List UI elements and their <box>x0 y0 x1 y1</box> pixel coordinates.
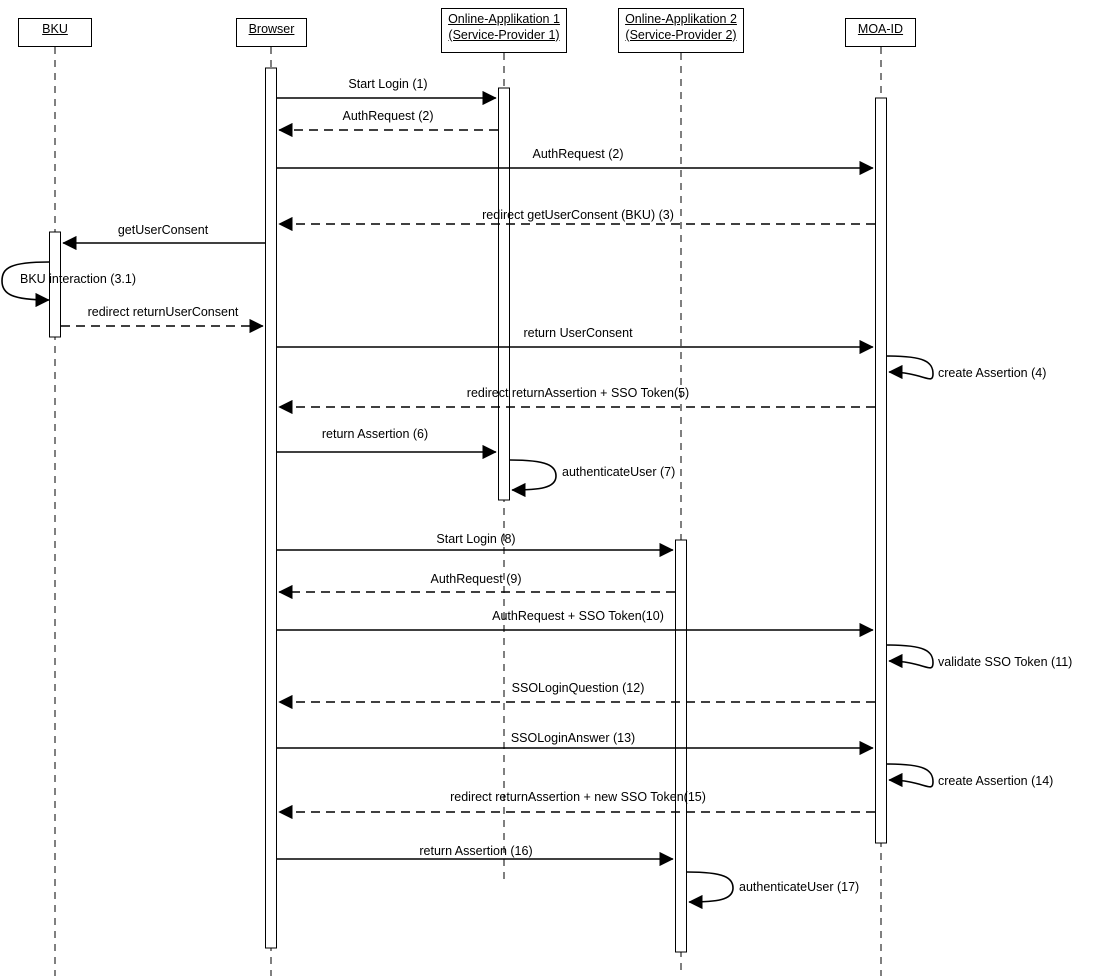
lifeline-label-oa2-line1: Online-Applikation 2 <box>625 12 737 26</box>
message-label-authenticateuser-7: authenticateUser (7) <box>562 465 676 479</box>
message-label-return-userconsent: return UserConsent <box>523 326 633 340</box>
message-label-bku-interaction: BKU interaction (3.1) <box>19 272 137 286</box>
lifeline-label-oa1-line2: (Service-Provider 1) <box>448 27 560 42</box>
message-label-authrequest-sso-10: AuthRequest + SSO Token(10) <box>492 609 664 623</box>
message-label-ssologinanswer-13: SSOLoginAnswer (13) <box>510 731 636 745</box>
message-label-redirect-returnassertion-5: redirect returnAssertion + SSO Token(5) <box>466 386 690 400</box>
message-label-ssologinquestion-12: SSOLoginQuestion (12) <box>511 681 645 695</box>
lifeline-label-bku: BKU <box>42 22 68 36</box>
lifeline-dashes <box>55 47 881 976</box>
message-label-start-login-1: Start Login (1) <box>348 77 428 91</box>
arrow-authenticateuser-17 <box>687 872 733 902</box>
lifeline-head-browser[interactable] <box>236 18 307 47</box>
lifeline-label-oa2-line2: (Service-Provider 2) <box>625 27 737 42</box>
arrow-create-assertion-14 <box>887 764 933 787</box>
message-label-redirect-returnassertion-15: redirect returnAssertion + new SSO Token(15) <box>450 790 706 804</box>
message-label-redirect-getuserconsent: redirect getUserConsent (BKU) (3) <box>482 208 674 222</box>
arrow-authenticateuser-7 <box>510 460 556 490</box>
message-label-authrequest-2-fwd: AuthRequest (2) <box>532 147 624 161</box>
lifeline-label-moa-id: MOA-ID <box>857 22 904 36</box>
message-label-return-assertion-16: return Assertion (16) <box>419 844 533 858</box>
message-arrows <box>2 98 933 902</box>
arrow-validate-sso-token-11 <box>887 645 933 668</box>
message-label-validate-sso-token-11: validate SSO Token (11) <box>938 655 1073 669</box>
activation-bars <box>50 68 887 952</box>
lifeline-label-browser: Browser <box>248 22 295 36</box>
lifeline-head-bku[interactable] <box>18 18 92 47</box>
message-label-return-assertion-6: return Assertion (6) <box>321 427 429 441</box>
arrow-create-assertion-4 <box>887 356 933 379</box>
message-label-redirect-returnuserconsent: redirect returnUserConsent <box>87 305 239 319</box>
message-label-start-login-8: Start Login (8) <box>436 532 516 546</box>
message-label-authenticateuser-17: authenticateUser (17) <box>739 880 860 894</box>
message-label-getuserconsent: getUserConsent <box>117 223 209 237</box>
message-label-create-assertion-4: create Assertion (4) <box>938 366 1047 380</box>
lifeline-head-moa-id[interactable] <box>845 18 916 47</box>
message-label-create-assertion-14: create Assertion (14) <box>938 774 1054 788</box>
lifeline-head-online-applikation-1[interactable] <box>441 8 567 53</box>
message-label-authrequest-9: AuthRequest (9) <box>430 572 522 586</box>
lifeline-label-oa1-line1: Online-Applikation 1 <box>448 12 560 26</box>
message-label-authrequest-2-back: AuthRequest (2) <box>342 109 434 123</box>
lifeline-head-online-applikation-2[interactable] <box>618 8 744 53</box>
